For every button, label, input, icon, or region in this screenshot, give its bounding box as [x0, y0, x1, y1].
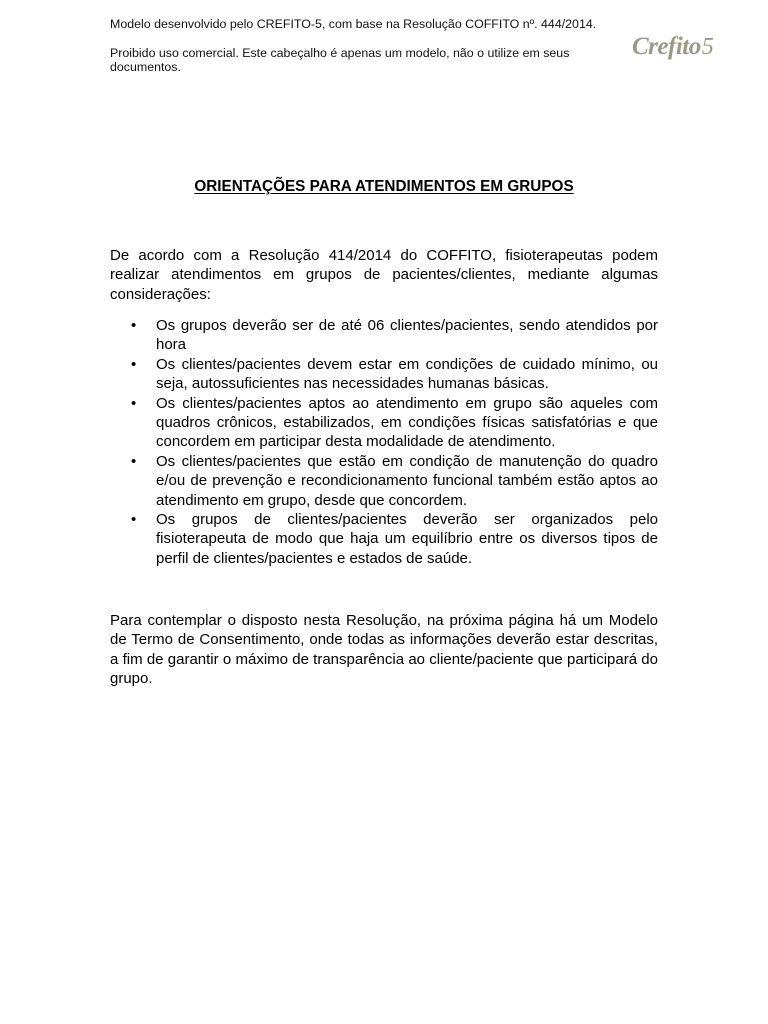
list-item-text: Os grupos deverão ser de até 06 clientes/pacientes, sendo atendidos por hora — [156, 317, 658, 354]
closing-paragraph: Para contemplar o disposto nesta Resolução, na próxima página há um Modelo de Termo de Consentimento, onde todas as informações deverão estar descritas, a fim de garantir o máximo de transparência ao cliente/paciente que participará do grupo. — [110, 612, 658, 688]
bullet-icon: • — [131, 452, 137, 470]
header-notice: Modelo desenvolvido pelo CREFITO-5, com base na Resolução COFFITO nº. 444/2014. — [110, 17, 597, 31]
list-item — [110, 452, 658, 510]
crefito-logo — [632, 30, 713, 64]
logo-word: Crefito — [632, 33, 701, 60]
intro-paragraph: De acordo com a Resolução 414/2014 do COFFITO, fisioterapeutas podem realizar atendimentos em grupos de pacientes/clientes, mediante algumas considerações: — [110, 247, 658, 303]
document-title: ORIENTAÇÕES PARA ATENDIMENTOS EM GRUPOS — [194, 178, 574, 195]
list-item — [110, 355, 658, 394]
logo-number: 5 — [701, 34, 714, 60]
considerations-list — [110, 316, 658, 568]
bullet-icon: • — [131, 355, 137, 373]
header-disclaimer: Proibido uso comercial. Este cabeçalho é apenas um modelo, não o utilize em seus documentos. — [110, 46, 570, 74]
bullet-icon: • — [131, 317, 137, 334]
list-item — [110, 316, 658, 355]
list-item-text: Os clientes/pacientes aptos ao atendimento em grupo são aqueles com quadros crônicos, estabilizados, em condições físicas satisfatórias e que concordem em participar desta modalidade de atendimento. — [156, 394, 658, 451]
bullet-icon: • — [131, 511, 137, 529]
page-header — [110, 17, 610, 74]
list-item — [110, 394, 658, 452]
list-item — [110, 510, 658, 568]
list-item-text: Os clientes/pacientes devem estar em condições de cuidado mínimo, ou seja, autossuficientes nas necessidades humanas básicas. — [156, 355, 658, 393]
bullet-icon: • — [131, 394, 137, 412]
list-item-text: Os grupos de clientes/pacientes deverão ser organizados pelo fisioterapeuta de modo que haja um equilíbrio entre os diversos tipos de perfil de clientes/pacientes e estados de saúde. — [156, 511, 658, 567]
list-item-text: Os clientes/pacientes que estão em condição de manutenção do quadro e/ou de prevenção e recondicionamento funcional também estão aptos ao atendimento em grupo, desde que concordem. — [156, 452, 658, 509]
